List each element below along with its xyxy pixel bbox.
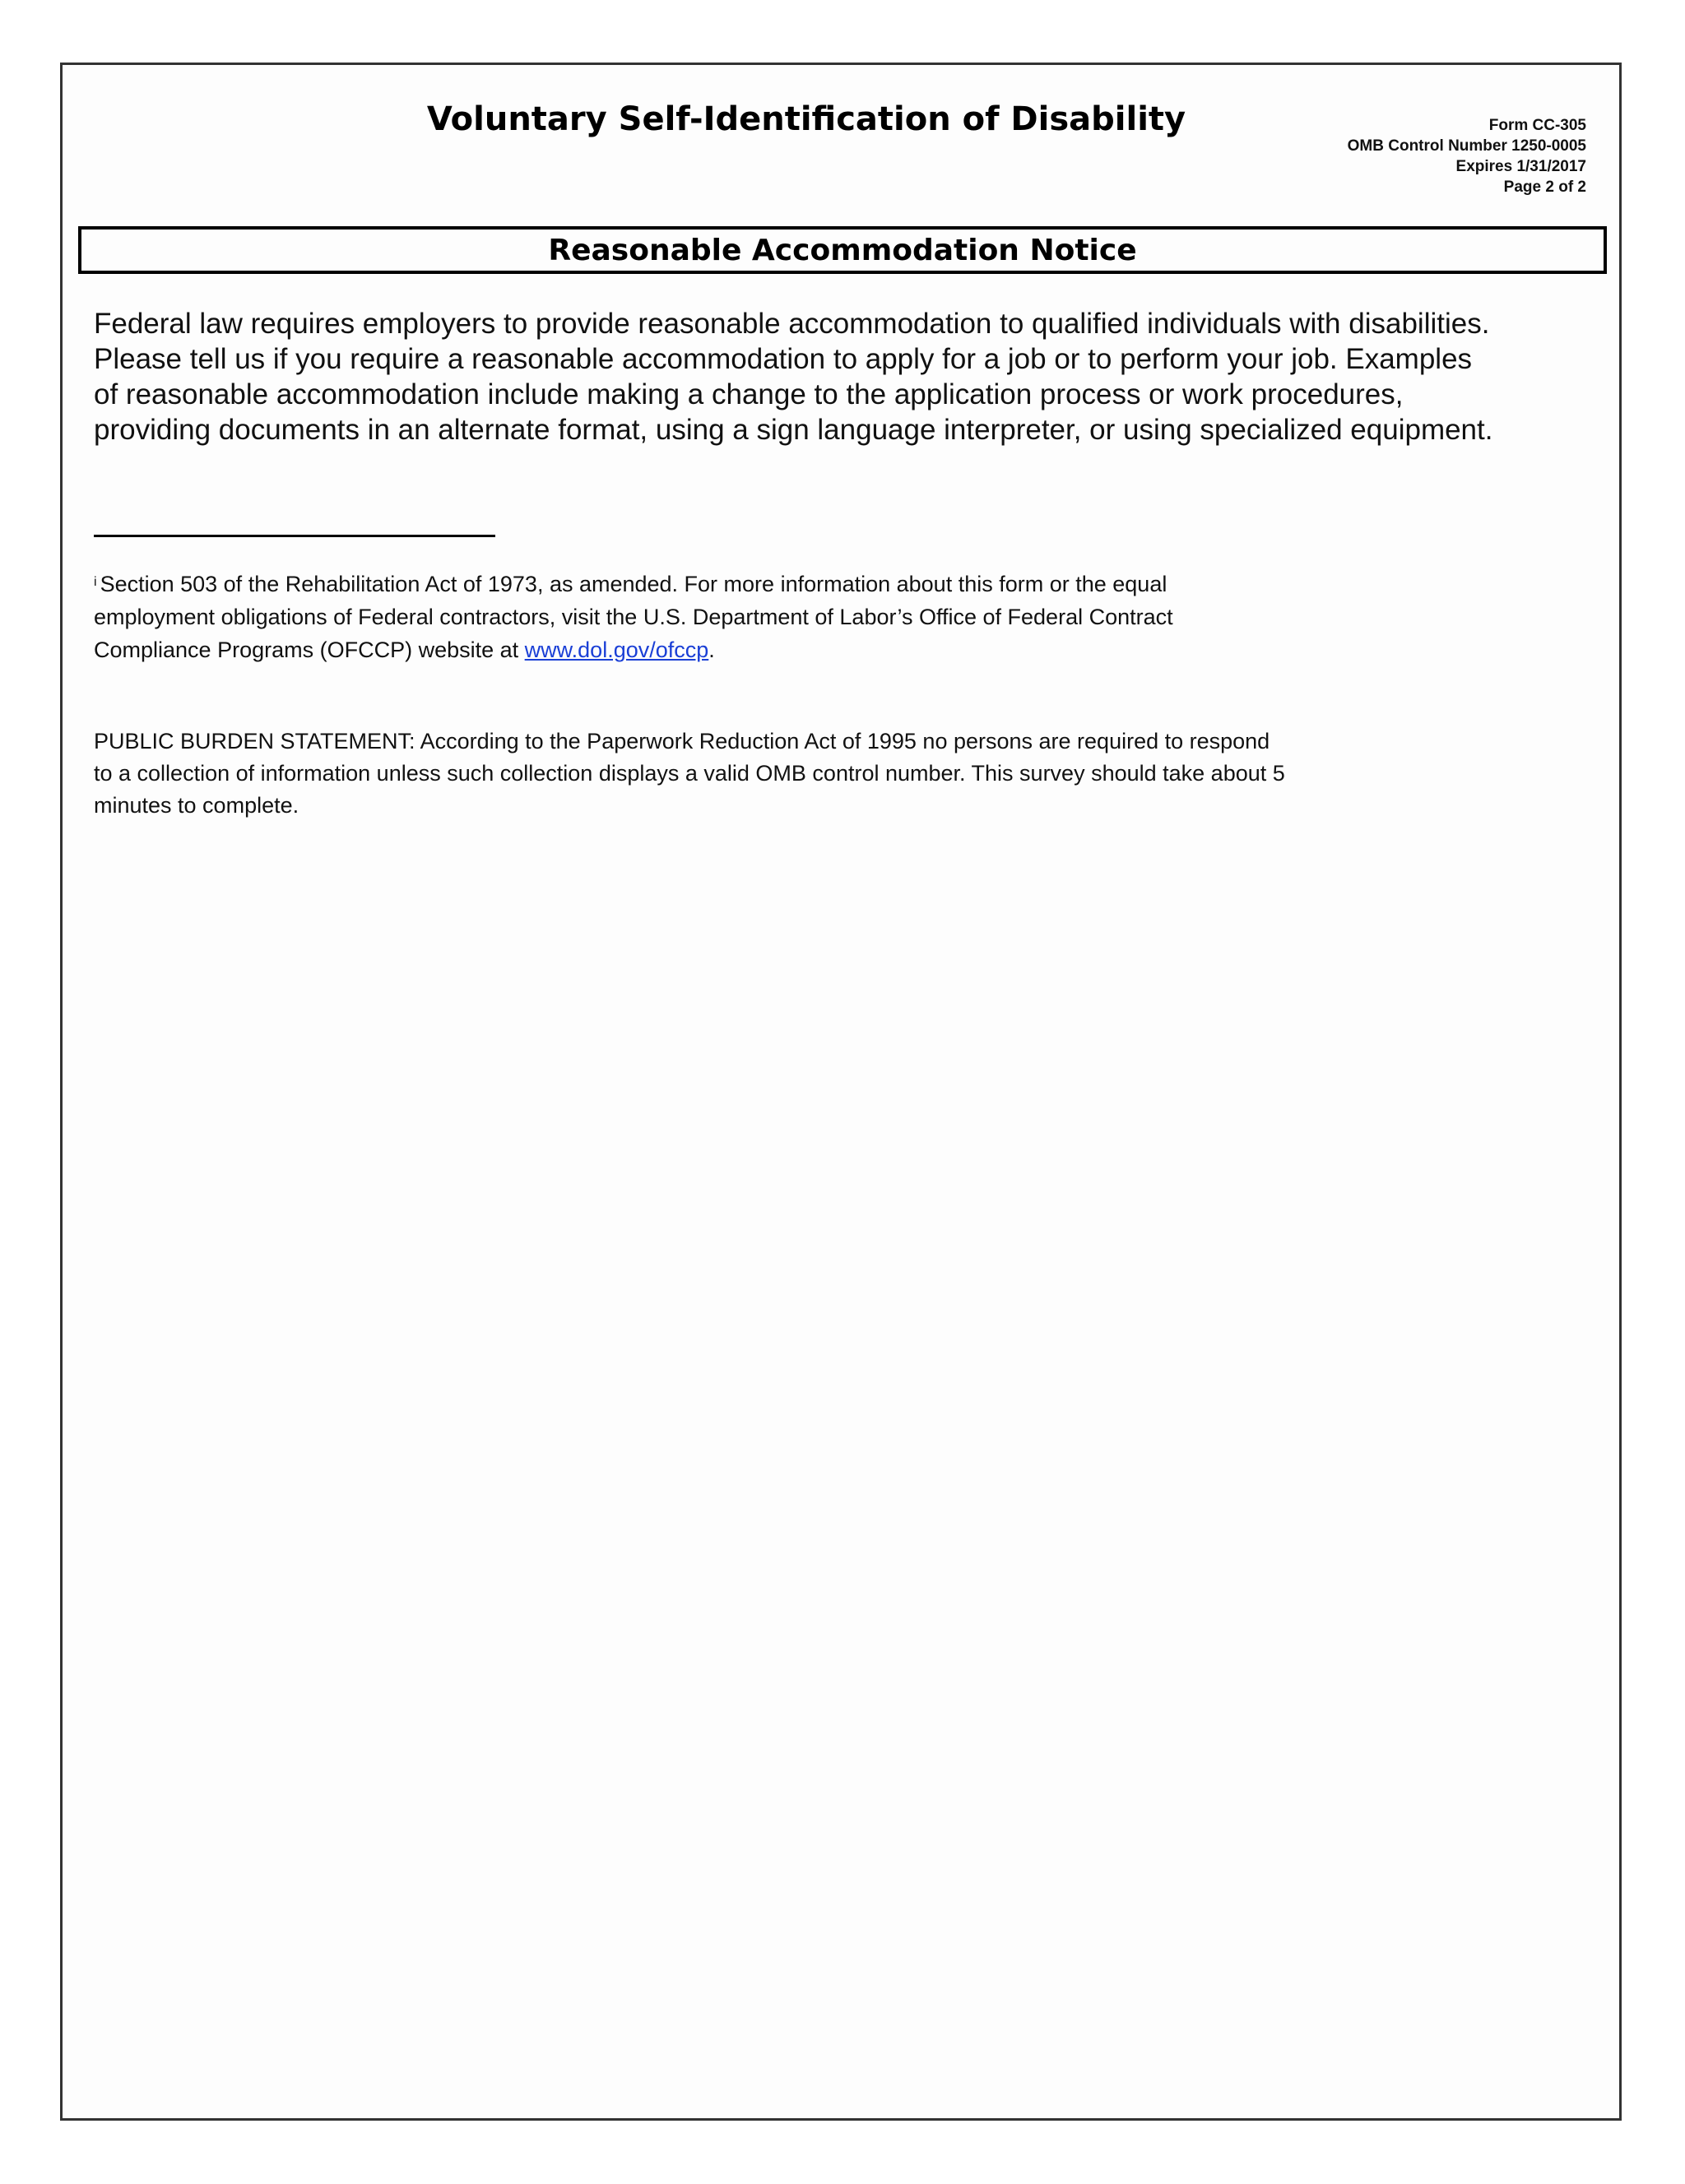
footnote-text: Compliance Programs (OFCCP) website at [94, 638, 525, 662]
footnote-text: . [708, 638, 715, 662]
form-meta [1348, 115, 1586, 197]
footnote [94, 568, 1608, 666]
intro-line: Please tell us if you require a reasonable accommodation to apply for a job or to perform your job. Examples [94, 343, 1473, 375]
burden-line: PUBLIC BURDEN STATEMENT: According to the Paperwork Reduction Act of 1995 no persons are required to respond [94, 729, 1270, 754]
intro-line: of reasonable accommodation include making a change to the application process or work procedures, [94, 378, 1404, 410]
burden-line: to a collection of information unless such collection displays a valid OMB control number. This survey should take about 5 [94, 761, 1285, 786]
intro-line: providing documents in an alternate format, using a sign language interpreter, or using specialized equipment. [94, 414, 1493, 446]
section-heading-text: Reasonable Accommodation Notice [548, 233, 1137, 267]
expiration-date: Expires 1/31/2017 [1455, 158, 1586, 175]
footnote-text: Section 503 of the Rehabilitation Act of 1973, as amended. For more information about this form or the equal [100, 572, 1167, 596]
burden-line: minutes to complete. [94, 793, 299, 818]
footnote-line [94, 568, 1608, 600]
intro-paragraph [94, 306, 1608, 447]
footnote-line: employment obligations of Federal contractors, visit the U.S. Department of Labor’s Office of Federal Contract [94, 605, 1173, 629]
footnote-line [94, 633, 1608, 666]
footnote-divider [94, 535, 495, 537]
public-burden-statement [94, 726, 1608, 822]
footnote-marker: i [94, 575, 97, 589]
form-title: Voluntary Self-Identification of Disability [426, 100, 1186, 138]
intro-line: Federal law requires employers to provide reasonable accommodation to qualified individuals with disabilities. [94, 308, 1490, 340]
ofccp-website-link[interactable]: www.dol.gov/ofccp [524, 638, 709, 662]
form-number: Form CC-305 [1488, 117, 1586, 134]
omb-control-number: OMB Control Number 1250-0005 [1347, 137, 1586, 155]
section-heading [78, 226, 1607, 274]
page-number: Page 2 of 2 [1503, 179, 1586, 196]
